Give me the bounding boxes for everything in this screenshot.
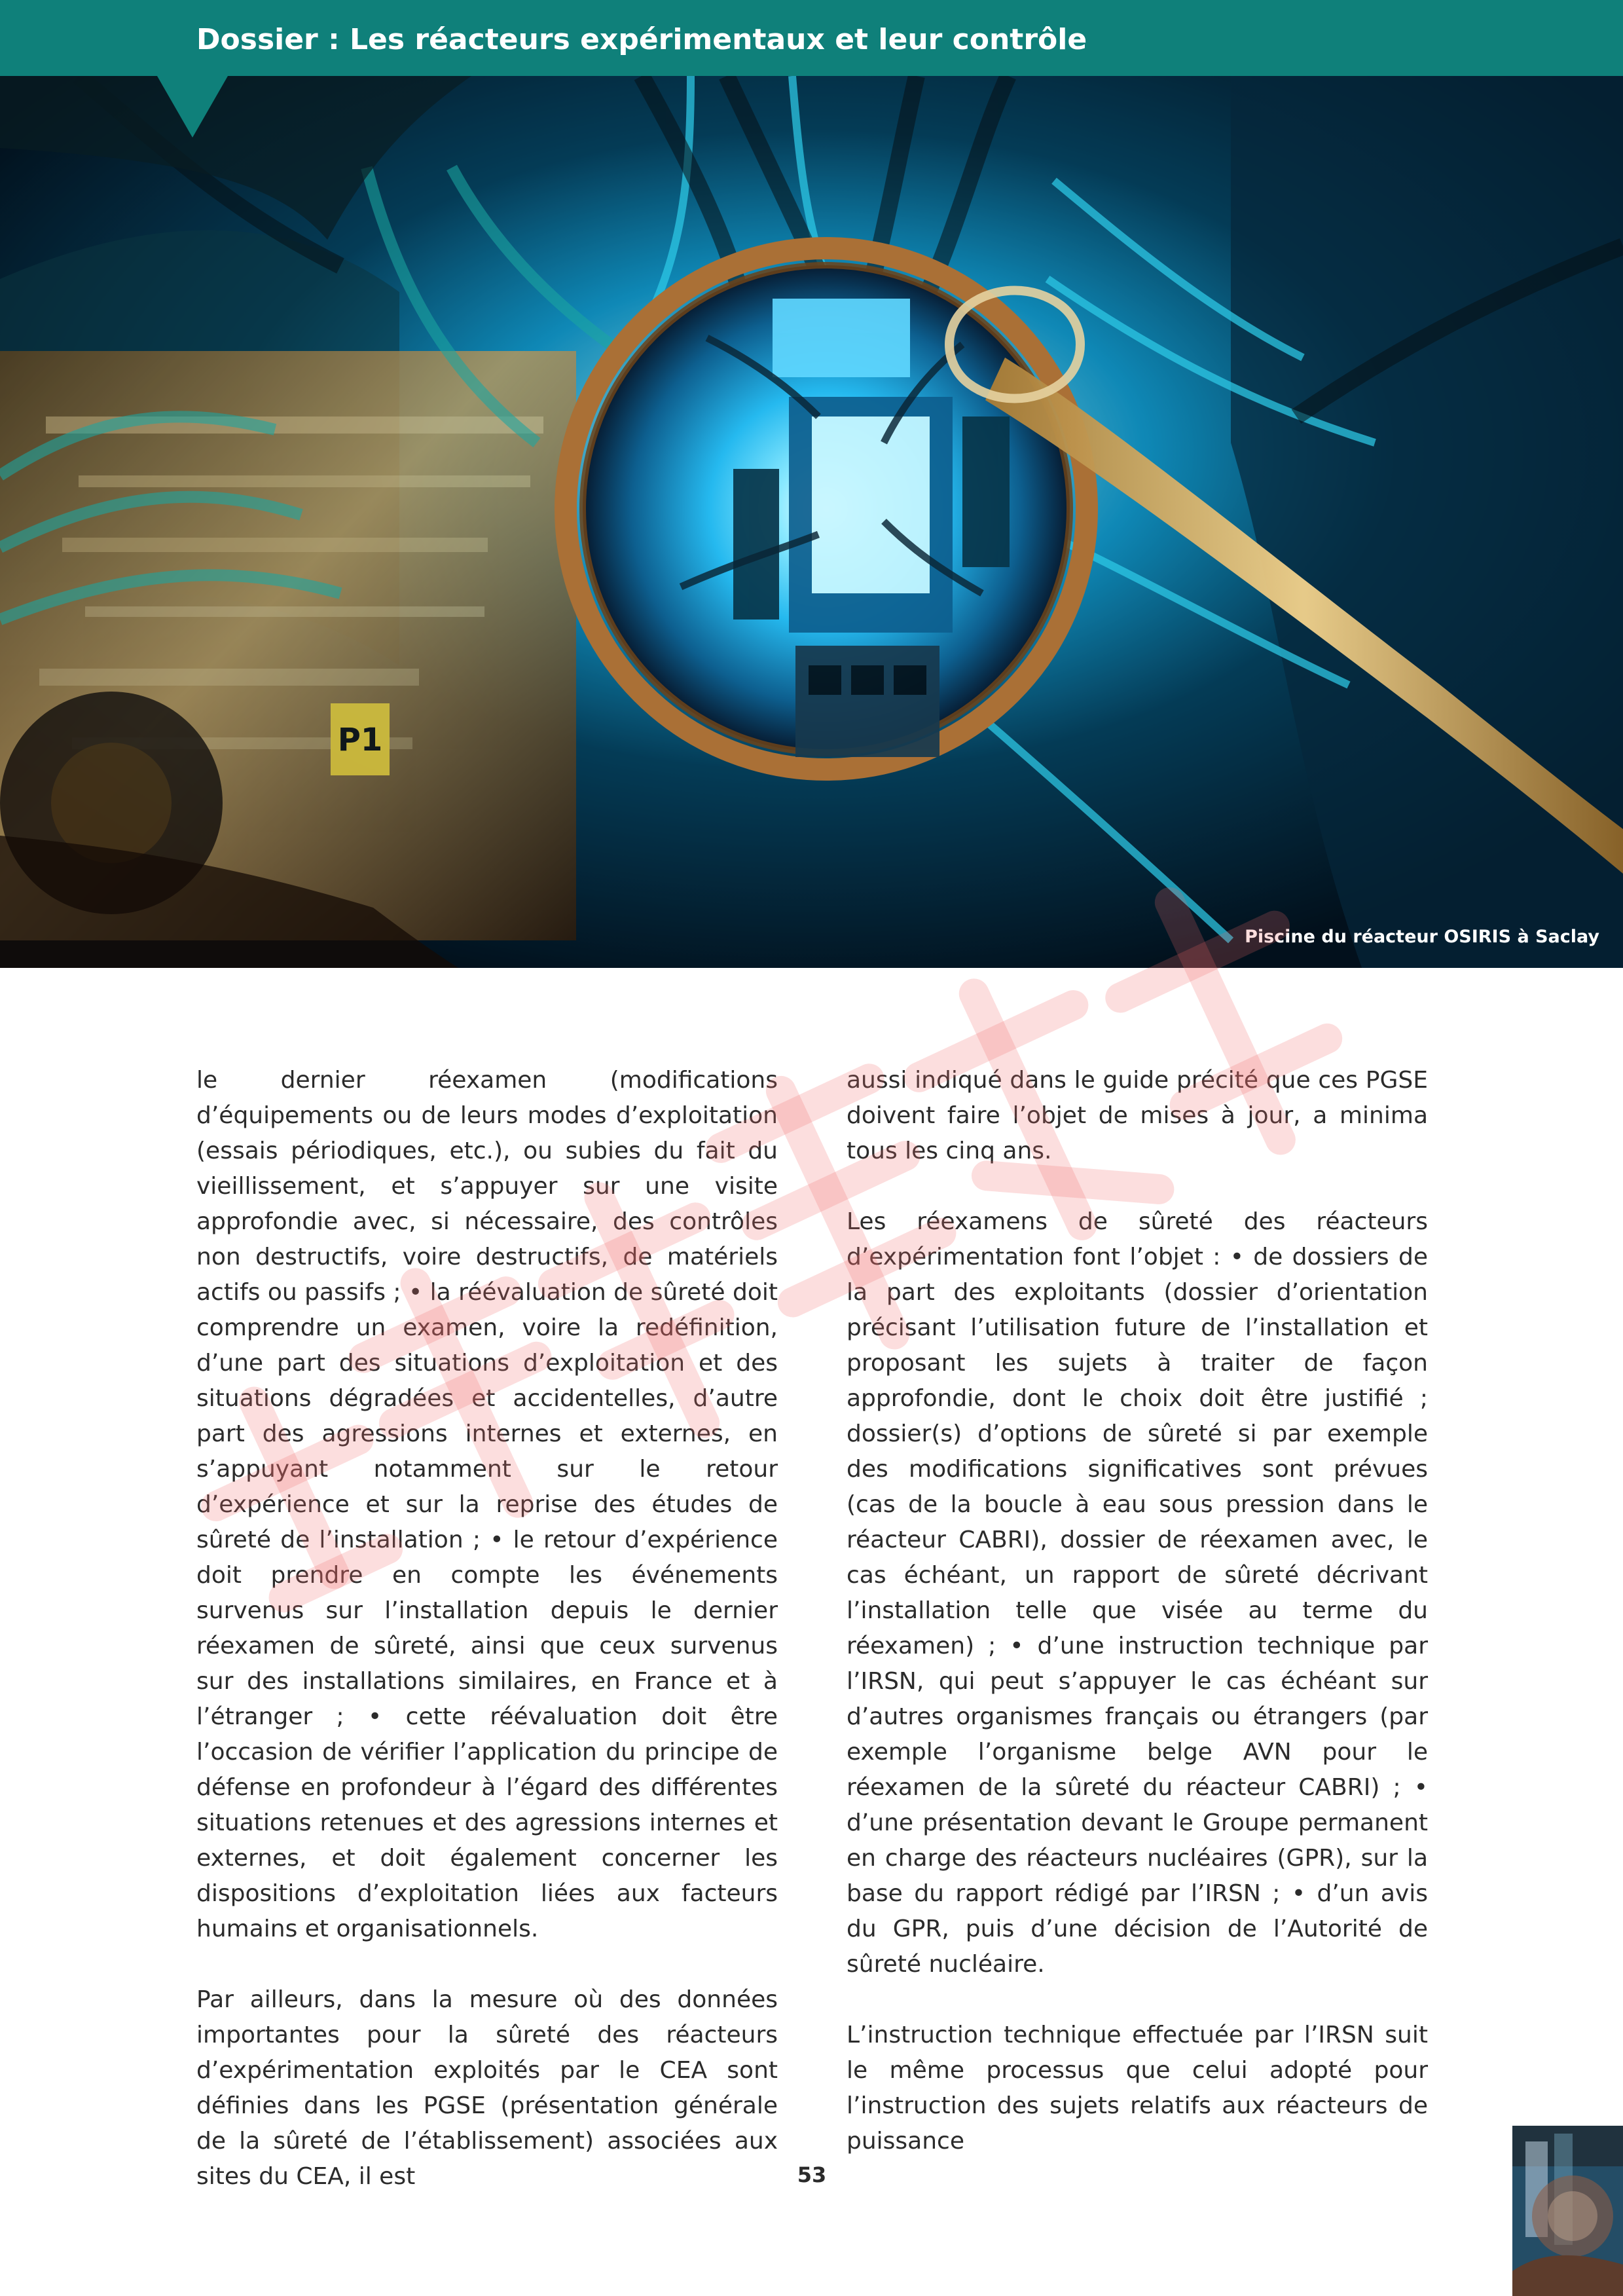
right-paragraph-1: aussi indiqué dans le guide précité que ces PGSE doivent faire l’objet de mises à jour, a minima tous les cinq ans. [847,1067,1428,1164]
header-notch-decoration [157,76,228,138]
page-number: 53 [797,2162,827,2187]
left-paragraph-1: le dernier réexamen (modifications d’équipements ou de leurs modes d’exploitation (essais périodiques, etc.), ou subies du fait du vieillissement, et s’appuyer sur une visite approfondie avec, si nécessaire, des contrôles non destructifs, voire destructifs, de matériels actifs ou passifs ; • la réévaluation de sûreté doit comprendre un examen, voire la redéfinition, d’une part des situations d’exploitation et des situations dégradées et accidentelles, d’autre part des agressions internes et externes, en s’appuyant notamment sur le retour d’expérience et sur la reprise des études de sûreté de l’installation ; • le retour d’expérience doit prendre en compte les événements survenus sur l’installation depuis le dernier réexamen de sûreté, ainsi que ceux survenus sur des installations similaires, en France et à l’étranger ; • cette réévaluation doit être l’occasion de vérifier l’application du principe de défense en profondeur à l’égard des différentes situations retenues et des agressions internes et externes, et doit également concerner les dispositions d’exploitation liées aux facteurs humains et organisationnels. [196,1067,778,1942]
left-paragraph-2: Par ailleurs, dans la mesure où des données importantes pour la sûreté des réacteurs d’expérimentation exploités par le CEA sont définies dans les PGSE (présentation générale de la sûreté de l’établissement) associées aux sites du CEA, il est [196,1986,778,2190]
section-header-title: Dossier : Les réacteurs expérimentaux et leur contrôle [196,23,1087,56]
right-paragraph-2: Les réexamens de sûreté des réacteurs d’expérimentation font l’objet : • de dossiers de la part des exploitants (dossier d’orientation précisant l’utilisation future de l’installation et proposant les sujets à traiter de façon approfondie, dont le choix doit être justifié ; dossier(s) d’options de sûreté si par exemple des modifications significatives sont prévues (cas de la boucle à eau sous pression dans le réacteur CABRI), dossier de réexamen avec, le cas échéant, un rapport de sûreté décrivant l’installation telle que visée au terme du réexamen) ; • d’une instruction technique par l’IRSN, qui peut s’appuyer le cas échéant sur d’autres organismes français ou étrangers (par exemple l’organisme belge AVN pour le réexamen de la sûreté du réacteur CABRI) ; • d’une présentation devant le Groupe permanent en charge des réacteurs nucléaires (GPR), sur la base du rapport rédigé par l’IRSN ; • d’un avis du GPR, puis d’une décision de l’Autorité de sûreté nucléaire. [847,1208,1428,1978]
hero-photo-reactor-pool [0,76,1623,968]
left-text-column [196,1063,778,2230]
right-text-column [847,1063,1428,2194]
corner-thumbnail-image [1512,2126,1623,2296]
photo-caption: Piscine du réacteur OSIRIS à Saclay [1245,927,1599,947]
photo-sign-p1: P1 [337,722,383,758]
right-paragraph-3: L’instruction technique effectuée par l’IRSN suit le même processus que celui adopté pour l’instruction des sujets relatifs aux réacteurs de puissance [847,2022,1428,2155]
